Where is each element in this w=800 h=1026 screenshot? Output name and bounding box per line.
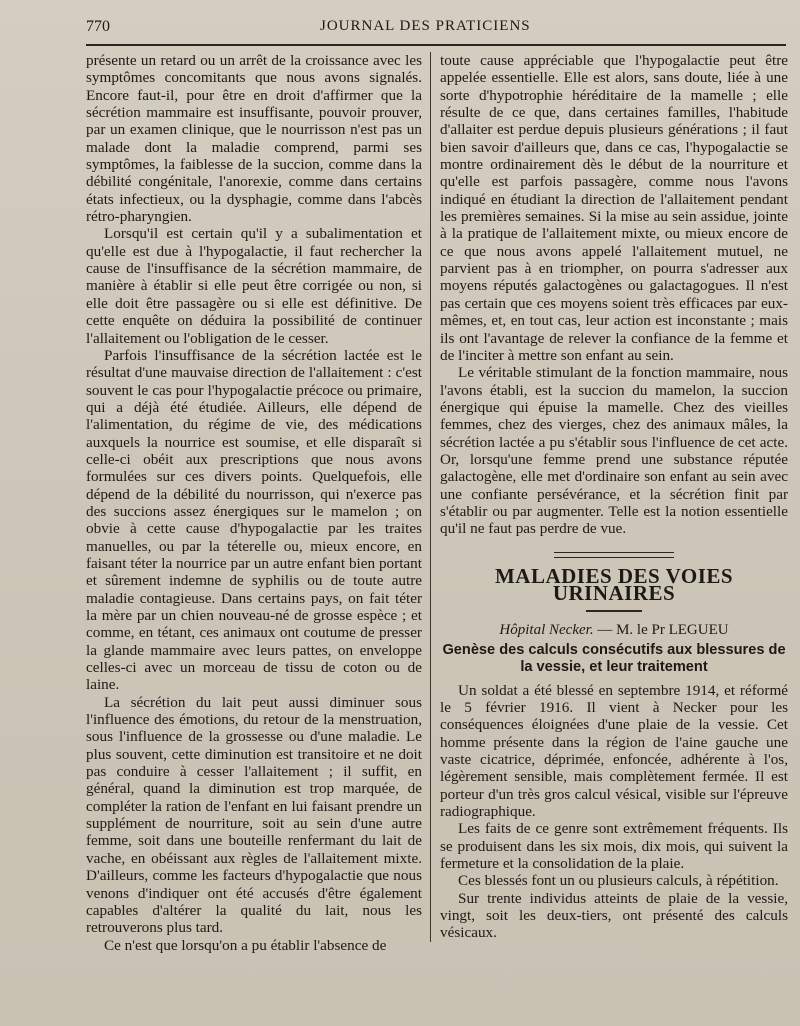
left-paragraph: présente un retard ou un arrêt de la croissance avec les symptômes concomitants que nous avons signalés. Encore faut-il, pour être en droit d'affirmer que la sécrétion mammaire est insuffisante, pouvoir prouver, par un examen clinique, que le nourrisson n'est pas un malade dont la maladie comprend, parmi ses symptômes, la faiblesse de la succion, comme dans la débilité congénitale, l'anorexie, comme dans certains états infectieux, ou la dysphagie, comme dans l'abcès rétro-pharyngien. [86, 52, 422, 226]
page-number: 770 [86, 18, 110, 35]
author-name: — M. le Pr LEGUEU [597, 622, 729, 639]
article-title: Genèse des calculs consécutifs aux blessures de la vessie, et leur traitement [442, 641, 786, 675]
left-paragraph: Ce n'est que lorsqu'on a pu établir l'absence de [104, 936, 387, 954]
header-rule [86, 44, 786, 46]
left-column [86, 52, 422, 954]
section-header [440, 552, 788, 676]
article-paragraph: Un soldat a été blessé en septembre 1914, et réformé le 5 février 1916. Il vient à Necker pour les conséquences éloignées d'une plaie de la vessie. Cet homme présente dans la région de l'aine gauche une vaste cicatrice, déprimée, enfoncée, adhérente à l'os, légèrement sensible, mais complètement fermée. Il est porteur d'un très gros calcul vésical, visible sur l'épreuve radiographique. [440, 681, 788, 821]
column-divider [430, 52, 431, 942]
article-paragraph: Ces blessés font un ou plusieurs calculs, à répétition. [458, 872, 779, 890]
section-underline [586, 610, 642, 612]
left-paragraph: La sécrétion du lait peut aussi diminuer sous l'influence des émotions, du retour de la menstruation, sous l'influence de la grossesse ou d'une maladie. Le plus souvent, cette diminution est transitoire et ne doit pas conduire à cesser l'allaitement ; il suffit, en général, quand la diminution est trop marquée, de compléter la ration de l'enfant en lui faisant prendre un supplément de nourriture, soit au sein d'une autre femme, soit dans une bouteille renfermant du lait de vache, en obéissant aux règles de l'allaitement mixte. D'ailleurs, comme les facteurs d'hypogalactie que nous venons d'indiquer ont été accusés d'être également capables d'altérer la qualité du lait, nous les retrouverons plus tard. [86, 693, 422, 937]
right-paragraph: Le véritable stimulant de la fonction mammaire, nous l'avons établi, est la succion du mamelon, la succion énergique qui épuise la mamelle. Chez des vieilles femmes, chez des vierges, chez des animaux mâles, la sécrétion lactée a pu s'établir sous l'influence de cet acte. Or, lorsqu'une femme prend une substance réputée galactogène, elle met d'ordinaire son enfant au sein avec une confiante persévérance, et la sécrétion finit par s'établir ou par augmenter. Telle est la notion essentielle qu'il ne faut pas perdre de vue. [440, 364, 788, 538]
hospital-name: Hôpital Necker. [499, 622, 594, 639]
running-head: JOURNAL DES PRATICIENS [320, 18, 531, 34]
left-paragraph: Parfois l'insuffisance de la sécrétion lactée est le résultat d'une mauvaise direction de l'allaitement : c'est souvent le cas pour l'hypogalactie précoce ou primaire, qui a déjà été étudiée. Ailleurs, elle dépend de l'alimentation, du régime de vie, des médications auxquels la nourrice est soumise, et elle disparaît si celle-ci obéit aux prescriptions que nous avons formulées sur ces divers points. Quelquefois, elle dépend de la débilité du nourrisson, qui n'exerce pas des succions assez énergiques sur le mamelon ; on obvie à cette cause d'hypogalactie par les traites manuelles, ou par la téterelle ou, mieux encore, en faisant téter la nourrice par un autre enfant bien portant et sûrement indemne de syphilis ou de toute autre maladie contagieuse. Dans certains pays, on fait téter la mère par un chien nouveau-né de grosse espèce ; et comme, en tétant, ces animaux ont coutume de presser la glande mammaire avec leurs pattes, on enveloppe celles-ci avec un morceau de tissu de coton ou de laine. [86, 346, 422, 694]
hospital-line [440, 622, 788, 639]
right-paragraph: toute cause appréciable que l'hypogalactie peut être appelée essentielle. Elle est alors, sans doute, liée à une sorte d'hypotrophie héréditaire de la mamelle ; elle résulte de ce que, dans certaines familles, l'habitude d'allaiter est perdue depuis plusieurs générations ; il faut bien savoir d'ailleurs que, dans ce cas, l'hypogalactie se montre ordinairement dès le début de la nourriture et qu'elle est parfois passagère, comme nous l'avons indiqué en étudiant la direction de l'allaitement pendant les premières semaines. Si la mise au sein assidue, jointe à la pratique de l'allaitement mixte, ou mieux encore de ce que nous avons appelé l'allaitement mutuel, ne parvient pas à en triompher, on pourra s'adresser aux moyens réputés galactogènes ou galactagogues. Il n'est pas certain que ces moyens soient très efficaces par eux-mêmes, et, en tout cas, leur action est inconstante ; mais ils ont l'avantage de relever la confiance de la femme et de l'inciter à mettre son enfant au sein. [440, 52, 788, 364]
left-paragraph: Lorsqu'il est certain qu'il y a subalimentation et qu'elle est due à l'hypogalactie, il faut rechercher la cause de l'insuffisance de la sécrétion mammaire, de manière à établir si elle peut être corrigée ou non, si elle doit être passagère ou si elle est définitive. De cette enquête on déduira la possibilité de continuer l'allaitement ou l'obligation de le cesser. [86, 225, 422, 347]
right-column [440, 52, 788, 942]
article-paragraph: Les faits de ce genre sont extrêmement fréquents. Ils se produisent dans les six mois, dix mois, qui suivent la fermeture et la consolidation de la plaie. [440, 820, 788, 873]
article-paragraph: Sur trente individus atteints de plaie de la vessie, vingt, soit les deux-tiers, ont présenté des calculs vésicaux. [440, 889, 788, 942]
section-title: MALADIES DES VOIES URINAIRES [494, 563, 734, 605]
page-header [0, 16, 800, 40]
section-rule [554, 552, 674, 558]
